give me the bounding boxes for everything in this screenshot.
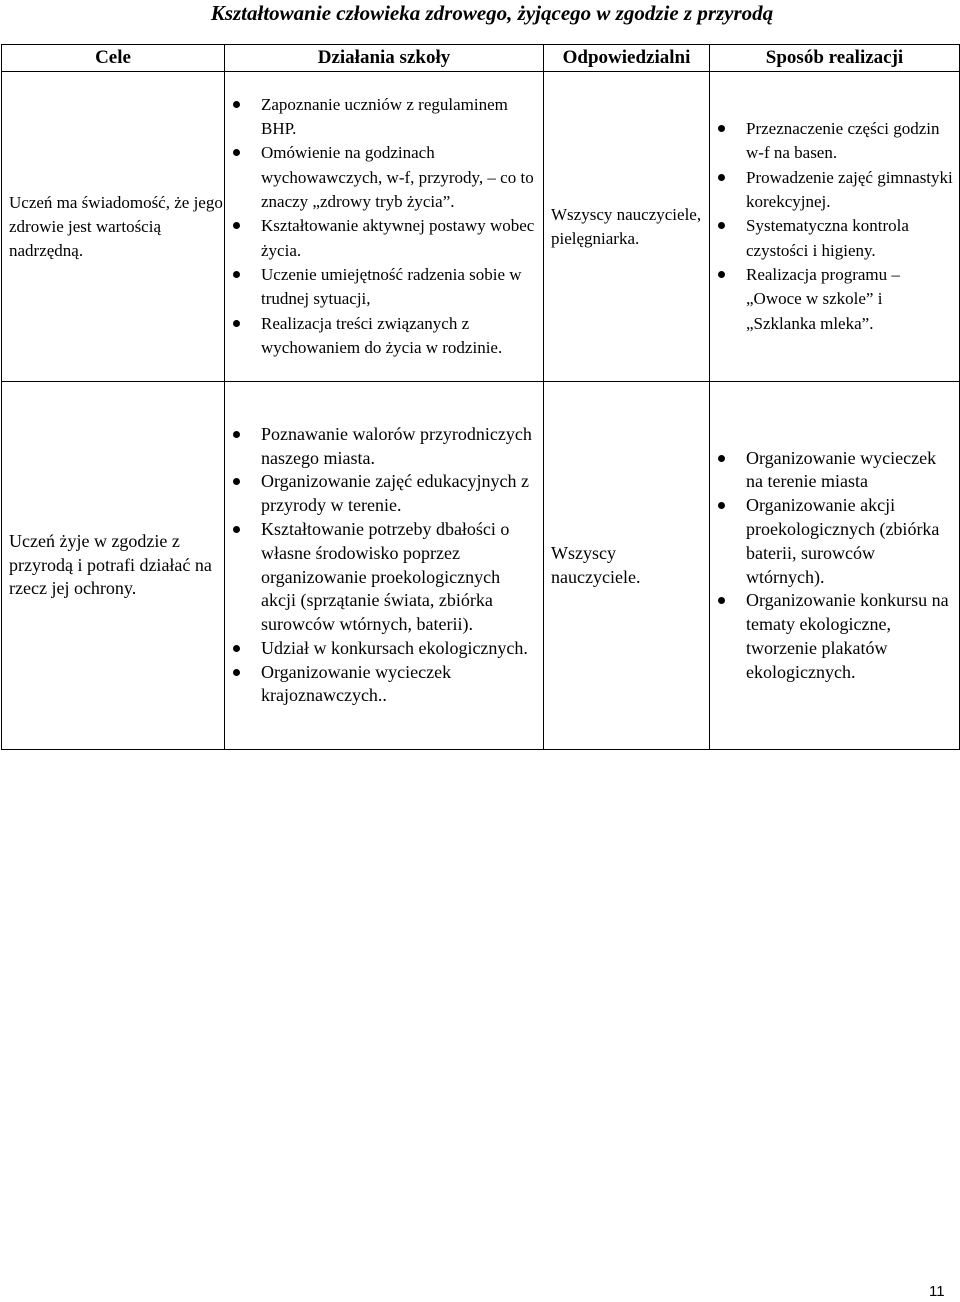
list-item: Realizacja treści związanych z wychowaniem do życia w rodzinie. [225, 312, 543, 361]
header-responsible: Odpowiedzialni [544, 45, 710, 72]
list-item: Organizowanie wycieczek krajoznawczych.. [225, 661, 543, 709]
list-item: Systematyczna kontrola czystości i higieny. [710, 214, 959, 263]
responsible-text: Wszyscy nauczyciele. [551, 542, 641, 587]
goal-text: Uczeń ma świadomość, że jego zdrowie jest wartością nadrzędną. [9, 192, 223, 260]
list-item: Organizowanie wycieczek na terenie miasta [710, 447, 959, 495]
methods-list [710, 447, 959, 685]
list-item: Przeznaczenie części godzin w-f na basen. [710, 117, 959, 166]
methods-list [710, 117, 959, 336]
list-item: Prowadzenie zajęć gimnastyki korekcyjnej. [710, 166, 959, 215]
header-goals: Cele [2, 45, 225, 72]
list-item: Organizowanie akcji proekologicznych (zbiórka baterii, surowców wtórnych). [710, 494, 959, 589]
list-item: Organizowanie konkursu na tematy ekologiczne, tworzenie plakatów ekologicznych. [710, 589, 959, 684]
header-implementation: Sposób realizacji [710, 45, 960, 72]
list-item: Realizacja programu – „Owoce w szkole” i „Szklanka mleka”. [710, 263, 959, 336]
page-number: 11 [929, 1283, 945, 1300]
actions-list [225, 93, 543, 360]
goal-text: Uczeń żyje w zgodzie z przyrodą i potrafi działać na rzecz jej ochrony. [9, 530, 212, 599]
goal-cell [2, 72, 225, 382]
methods-cell [710, 72, 960, 382]
header-school-actions: Działania szkoły [225, 45, 544, 72]
responsible-text: Wszyscy nauczyciele, pielęgniarka. [551, 204, 702, 248]
list-item: Omówienie na godzinach wychowawczych, w-f, przyrody, – co to znaczy „zdrowy tryb życia”. [225, 141, 543, 214]
goal-cell [2, 382, 225, 750]
methods-cell [710, 382, 960, 750]
page-title: Kształtowanie człowieka zdrowego, żyjącego w zgodzie z przyrodą [210, 1, 774, 25]
responsible-cell [544, 72, 710, 382]
table-row [2, 382, 960, 750]
actions-cell [225, 72, 544, 382]
actions-list [225, 423, 543, 709]
table-row [2, 72, 960, 382]
responsible-cell [544, 382, 710, 750]
actions-cell [225, 382, 544, 750]
list-item: Kształtowanie potrzeby dbałości o własne środowisko poprzez organizowanie proekologicznych akcji (sprzątanie świata, zbiórka surowców wtórnych, baterii). [225, 518, 543, 637]
table-header-row [2, 45, 960, 72]
list-item: Zapoznanie uczniów z regulaminem BHP. [225, 93, 543, 142]
list-item: Organizowanie zajęć edukacyjnych z przyrody w terenie. [225, 470, 543, 518]
plan-table [1, 44, 960, 750]
list-item: Udział w konkursach ekologicznych. [225, 637, 543, 661]
list-item: Kształtowanie aktywnej postawy wobec życia. [225, 214, 543, 263]
list-item: Poznawanie walorów przyrodniczych naszego miasta. [225, 423, 543, 471]
list-item: Uczenie umiejętność radzenia sobie w trudnej sytuacji, [225, 263, 543, 312]
